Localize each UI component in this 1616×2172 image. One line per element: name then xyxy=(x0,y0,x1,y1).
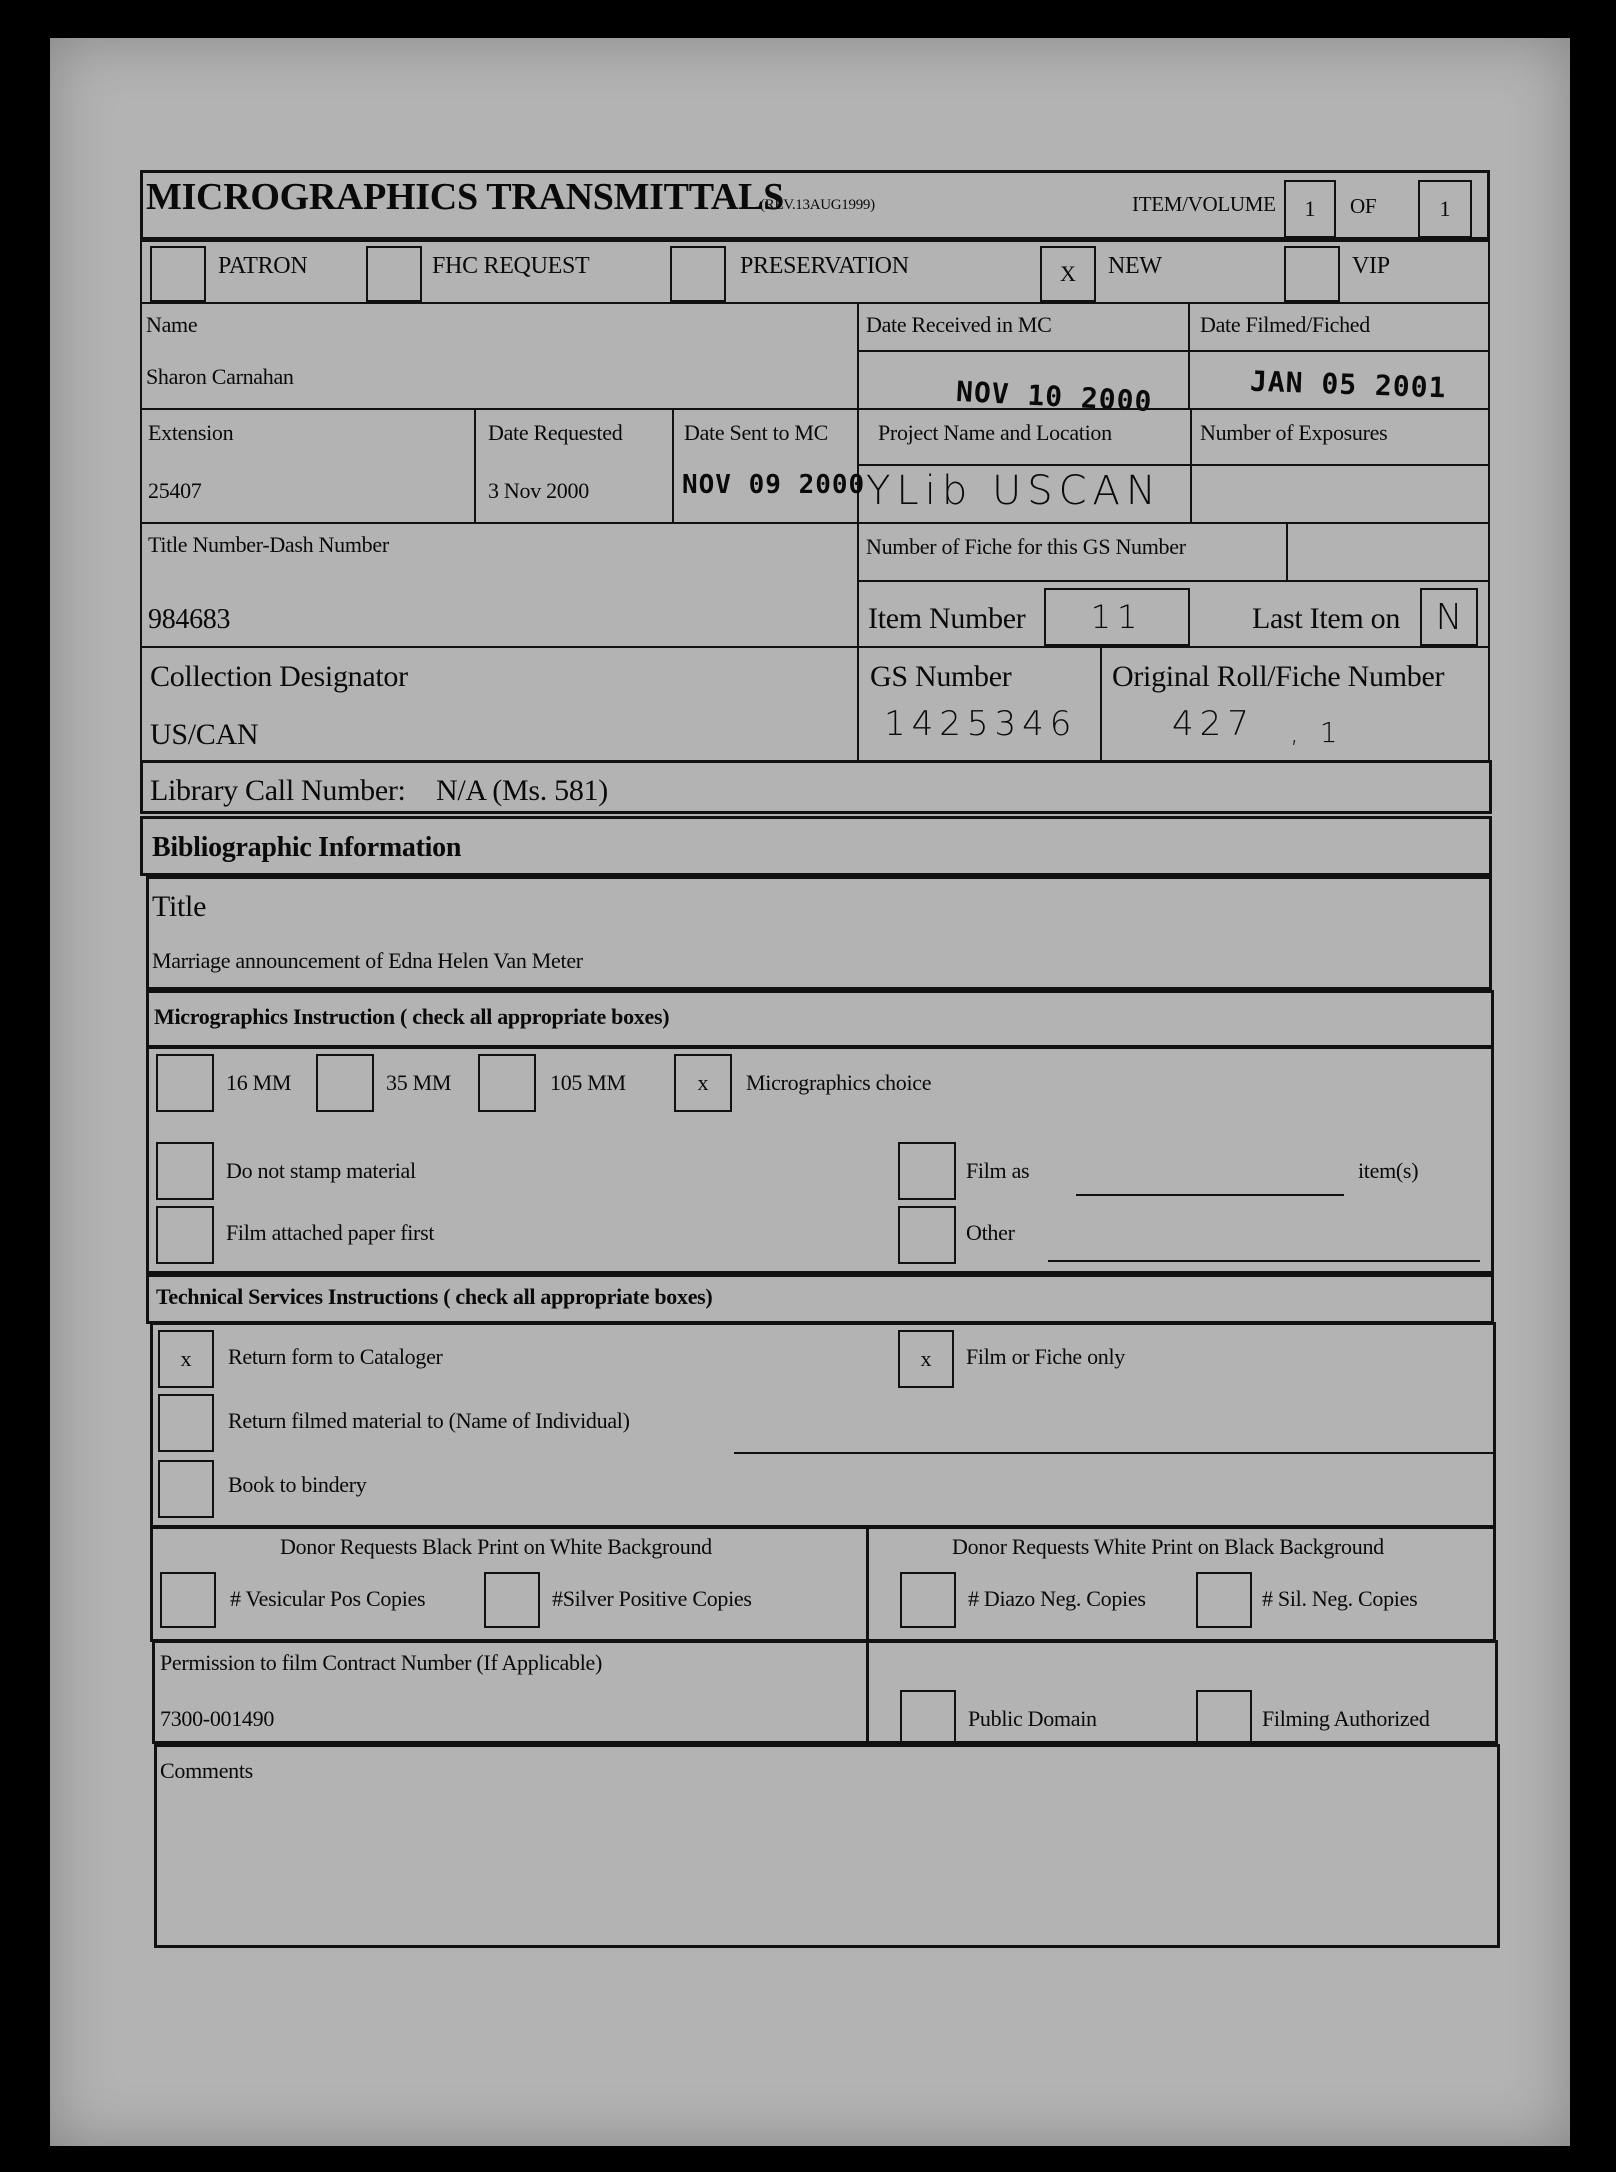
film-attached-checkbox[interactable] xyxy=(156,1206,214,1264)
micrographics-choice-check-mark: x xyxy=(697,1070,709,1095)
project-value[interactable]: YLib USCAN xyxy=(866,468,1162,514)
item-volume-label: ITEM/VOLUME xyxy=(1132,192,1276,216)
diazo-checkbox[interactable] xyxy=(900,1572,956,1628)
item-number-label: Item Number xyxy=(868,602,1026,635)
project-label: Project Name and Location xyxy=(878,420,1112,445)
original-roll-label: Original Roll/Fiche Number xyxy=(1112,660,1445,693)
item-volume-box[interactable] xyxy=(1284,180,1336,238)
permission-value[interactable]: 7300-001490 xyxy=(160,1706,275,1731)
new-check-mark: X xyxy=(1060,261,1076,286)
silver-positive-label: #Silver Positive Copies xyxy=(552,1586,752,1611)
collection-label: Collection Designator xyxy=(150,660,408,693)
permission-label: Permission to film Contract Number (If Applicable) xyxy=(160,1650,603,1675)
date-filmed-label: Date Filmed/Fiched xyxy=(1200,312,1370,337)
16mm-checkbox[interactable] xyxy=(156,1054,214,1112)
items-label: item(s) xyxy=(1358,1158,1419,1183)
vip-checkbox[interactable] xyxy=(1284,246,1340,302)
form-title: MICROGRAPHICS TRANSMITTALS xyxy=(146,176,784,218)
title-number-label: Title Number-Dash Number xyxy=(148,532,389,557)
public-domain-checkbox[interactable] xyxy=(900,1690,956,1746)
bibliographic-title-label: Title xyxy=(152,890,207,923)
return-filmed-checkbox[interactable] xyxy=(158,1394,214,1452)
library-call-label: Library Call Number: xyxy=(150,774,406,807)
patron-checkbox[interactable] xyxy=(150,246,206,302)
vesicular-label: # Vesicular Pos Copies xyxy=(230,1586,426,1611)
vip-label: VIP xyxy=(1352,253,1390,279)
film-or-fiche-checkbox[interactable] xyxy=(898,1330,954,1388)
other-line[interactable] xyxy=(1048,1260,1480,1262)
original-roll-value[interactable]: 427 xyxy=(1172,704,1255,744)
patron-label: PATRON xyxy=(218,253,308,279)
fhc-request-checkbox[interactable] xyxy=(366,246,422,302)
bibliographic-heading: Bibliographic Information xyxy=(152,832,462,863)
film-or-fiche-check-mark: x xyxy=(920,1346,932,1371)
date-sent-label: Date Sent to MC xyxy=(684,420,828,445)
date-sent-stamp[interactable]: NOV 09 2000 xyxy=(682,470,866,500)
do-not-stamp-label: Do not stamp material xyxy=(226,1158,416,1183)
film-attached-label: Film attached paper first xyxy=(226,1220,435,1245)
35mm-checkbox[interactable] xyxy=(316,1054,374,1112)
other-checkbox[interactable] xyxy=(898,1206,956,1264)
item-volume-value: 1 xyxy=(1304,196,1316,221)
gs-number-value[interactable]: 1425346 xyxy=(884,704,1078,744)
library-call-value[interactable]: N/A (Ms. 581) xyxy=(436,774,608,807)
extension-label: Extension xyxy=(148,420,234,445)
35mm-label: 35 MM xyxy=(386,1070,452,1095)
name-value[interactable]: Sharon Carnahan xyxy=(146,364,294,389)
public-domain-label: Public Domain xyxy=(968,1706,1097,1731)
exposures-label: Number of Exposures xyxy=(1200,420,1388,445)
return-filmed-label: Return filmed material to (Name of Individual) xyxy=(228,1408,630,1433)
do-not-stamp-checkbox[interactable] xyxy=(156,1142,214,1200)
last-item-value: N xyxy=(1435,596,1463,638)
name-label: Name xyxy=(146,312,198,337)
date-filmed-stamp[interactable]: JAN 05 2001 xyxy=(1249,364,1447,405)
form-revision: (REV.13AUG1999) xyxy=(760,197,875,213)
16mm-label: 16 MM xyxy=(226,1070,292,1095)
gs-number-label: GS Number xyxy=(870,660,1012,693)
filming-authorized-checkbox[interactable] xyxy=(1196,1690,1252,1746)
item-number-box[interactable] xyxy=(1044,588,1190,646)
date-received-stamp[interactable]: NOV 10 2000 xyxy=(955,374,1154,419)
technical-heading: Technical Services Instructions ( check all appropriate boxes) xyxy=(156,1284,713,1309)
return-form-check-mark: x xyxy=(180,1346,192,1371)
date-requested-value[interactable]: 3 Nov 2000 xyxy=(488,478,589,503)
comments-box[interactable] xyxy=(154,1744,1500,1948)
diazo-label: # Diazo Neg. Copies xyxy=(968,1586,1146,1611)
105mm-checkbox[interactable] xyxy=(478,1054,536,1112)
micrographics-heading: Micrographics Instruction ( check all appropriate boxes) xyxy=(154,1004,670,1029)
bibliographic-title-value[interactable]: Marriage announcement of Edna Helen Van Meter xyxy=(152,948,583,973)
date-received-label: Date Received in MC xyxy=(866,312,1052,337)
film-or-fiche-label: Film or Fiche only xyxy=(966,1344,1125,1369)
collection-value[interactable]: US/CAN xyxy=(150,718,259,751)
film-as-label: Film as xyxy=(966,1158,1030,1183)
date-requested-label: Date Requested xyxy=(488,420,623,445)
item-number-value: 11 xyxy=(1090,598,1144,636)
comments-label: Comments xyxy=(160,1758,253,1783)
return-form-label: Return form to Cataloger xyxy=(228,1344,443,1369)
of-box[interactable] xyxy=(1418,180,1472,238)
of-value: 1 xyxy=(1439,196,1451,221)
book-bindery-label: Book to bindery xyxy=(228,1472,367,1497)
last-item-box[interactable] xyxy=(1420,588,1478,646)
micrographics-choice-checkbox[interactable] xyxy=(674,1054,732,1112)
preservation-label: PRESERVATION xyxy=(740,253,909,279)
vesicular-checkbox[interactable] xyxy=(160,1572,216,1628)
micrographics-choice-label: Micrographics choice xyxy=(746,1070,932,1095)
return-form-checkbox[interactable] xyxy=(158,1330,214,1388)
sil-neg-label: # Sil. Neg. Copies xyxy=(1262,1586,1418,1611)
return-filmed-line[interactable] xyxy=(734,1452,1496,1454)
black-on-white-heading: Donor Requests Black Print on White Background xyxy=(280,1534,712,1559)
silver-positive-checkbox[interactable] xyxy=(484,1572,540,1628)
white-on-black-heading: Donor Requests White Print on Black Background xyxy=(952,1534,1384,1559)
105mm-label: 105 MM xyxy=(550,1070,626,1095)
original-roll-extra: , 1 xyxy=(1290,716,1344,749)
preservation-checkbox[interactable] xyxy=(670,246,726,302)
extension-value[interactable]: 25407 xyxy=(148,478,202,503)
filming-authorized-label: Filming Authorized xyxy=(1262,1706,1430,1731)
other-label: Other xyxy=(966,1220,1015,1245)
last-item-label: Last Item on xyxy=(1252,602,1401,635)
fhc-request-label: FHC REQUEST xyxy=(432,253,590,279)
sil-neg-checkbox[interactable] xyxy=(1196,1572,1252,1628)
of-label: OF xyxy=(1350,194,1377,218)
title-number-value[interactable]: 984683 xyxy=(148,604,231,635)
film-as-line[interactable] xyxy=(1076,1194,1344,1196)
new-label: NEW xyxy=(1108,253,1162,279)
fiche-count-label: Number of Fiche for this GS Number xyxy=(866,534,1186,559)
film-as-checkbox[interactable] xyxy=(898,1142,956,1200)
book-bindery-checkbox[interactable] xyxy=(158,1460,214,1518)
new-checkbox[interactable] xyxy=(1040,246,1096,302)
